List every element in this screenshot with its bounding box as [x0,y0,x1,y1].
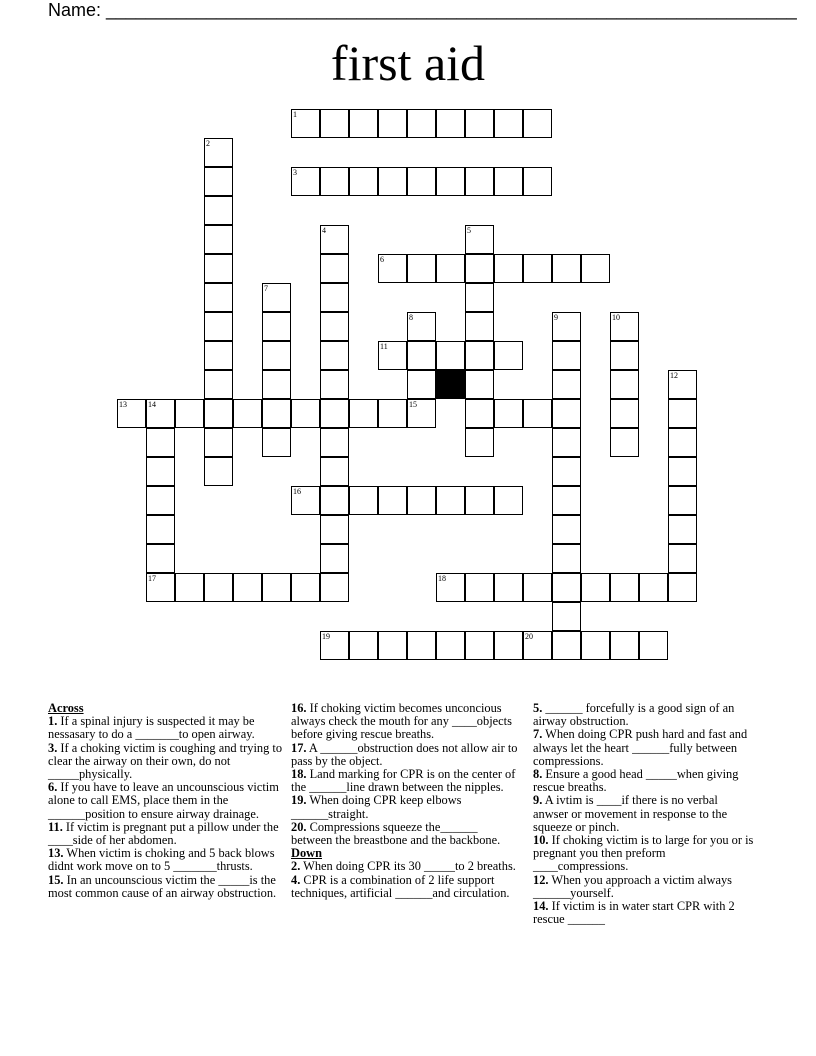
grid-cell[interactable] [436,573,465,602]
grid-cell[interactable] [378,399,407,428]
clue-number: 9 [554,313,558,322]
clue-number: 19 [322,632,330,641]
grid-cell[interactable] [146,457,175,486]
clue-item [533,728,755,768]
clue-item-text: If choking victim is to large for you or is pregnant you then preform ____compressions. [533,833,754,874]
grid-cell[interactable] [378,254,407,283]
clue-item-number: 16. [291,701,307,715]
grid-cell[interactable] [465,399,494,428]
grid-cell[interactable] [320,254,349,283]
grid-cell[interactable] [465,225,494,254]
grid-cell[interactable] [378,631,407,660]
grid-cell[interactable] [436,109,465,138]
grid-cell[interactable] [146,515,175,544]
grid-cell[interactable] [204,225,233,254]
clue-item-number: 6. [48,780,58,795]
grid-cell[interactable] [349,167,378,196]
grid-cell[interactable] [668,486,697,515]
grid-cell[interactable] [320,399,349,428]
grid-cell[interactable] [436,254,465,283]
clue-number: 17 [148,574,156,583]
grid-cell[interactable] [291,486,320,515]
grid-cell[interactable] [523,109,552,138]
clue-number: 13 [119,400,127,409]
grid-cell[interactable] [204,167,233,196]
grid-cell[interactable] [552,312,581,341]
clue-number: 6 [380,255,384,264]
grid-cell[interactable] [581,631,610,660]
clue-item-number: 19. [291,793,307,808]
grid-cell[interactable] [465,370,494,399]
grid-cell[interactable] [668,515,697,544]
grid-cell[interactable] [610,573,639,602]
clue-item-number: 9. [533,793,543,808]
grid-cell[interactable] [407,109,436,138]
grid-cell[interactable] [204,341,233,370]
grid-cell[interactable] [320,573,349,602]
grid-cell[interactable] [320,631,349,660]
grid-cell[interactable] [320,283,349,312]
clue-item-number: 8. [533,767,543,782]
clue-item [533,768,755,794]
grid-cell[interactable] [146,573,175,602]
grid-cell[interactable] [552,457,581,486]
grid-cell[interactable] [320,457,349,486]
clue-number: 18 [438,574,446,583]
clue-number: 11 [380,342,388,351]
grid-cell[interactable] [320,341,349,370]
grid-cell[interactable] [204,457,233,486]
grid-cell[interactable] [494,341,523,370]
grid-cell[interactable] [668,457,697,486]
grid-cell[interactable] [610,341,639,370]
grid-cell[interactable] [552,573,581,602]
grid-cell[interactable] [465,254,494,283]
grid-cell[interactable] [465,573,494,602]
clues-column-3 [533,702,755,926]
clue-item-text: A ______obstruction does not allow air to pass by the object. [291,740,518,768]
grid-cell[interactable] [494,399,523,428]
grid-cell[interactable] [146,486,175,515]
clue-item-number: 3. [48,740,58,755]
grid-cell[interactable] [407,631,436,660]
clue-item-text: In an uncounscious victim the _____is the most common cause of an airway obstruction. [48,872,277,900]
clue-item [291,794,519,820]
name-field-label: Name: _____________________________________________________________________ [48,0,797,20]
grid-cell[interactable] [552,370,581,399]
grid-cell[interactable] [552,341,581,370]
clue-item-text: When you approach a victim always ______yourself. [533,872,733,900]
clue-item-number: 5. [533,701,543,715]
clue-item [533,794,755,834]
black-cell [436,370,465,399]
grid-cell[interactable] [668,573,697,602]
grid-cell[interactable] [523,631,552,660]
clue-item-text: If choking victim becomes unconcious always check the mouth for any ____objects before giving rescue breaths. [291,701,512,742]
grid-cell[interactable] [262,312,291,341]
grid-cell[interactable] [146,399,175,428]
grid-cell[interactable] [320,109,349,138]
grid-cell[interactable] [523,399,552,428]
grid-cell[interactable] [407,399,436,428]
grid-cell[interactable] [349,109,378,138]
clue-item-number: 1. [48,714,58,729]
grid-cell[interactable] [204,312,233,341]
clue-item-text: When doing CPR keep elbows ______straight. [291,793,462,821]
grid-cell[interactable] [262,341,291,370]
grid-cell[interactable] [233,573,262,602]
clue-item-number: 20. [291,819,307,834]
grid-cell[interactable] [494,254,523,283]
grid-cell[interactable] [465,109,494,138]
grid-cell[interactable] [494,631,523,660]
grid-cell[interactable] [378,109,407,138]
grid-cell[interactable] [349,486,378,515]
grid-cell[interactable] [204,283,233,312]
clue-item-text: CPR is a combination of 2 life support techniques, artificial ______and circulation. [291,872,510,900]
grid-cell[interactable] [291,399,320,428]
grid-cell[interactable] [320,544,349,573]
grid-cell[interactable] [407,486,436,515]
clue-item-number: 14. [533,899,549,914]
grid-cell[interactable] [233,399,262,428]
grid-cell[interactable] [552,486,581,515]
grid-cell[interactable] [494,573,523,602]
grid-cell[interactable] [262,428,291,457]
clue-number: 14 [148,400,156,409]
grid-cell[interactable] [407,370,436,399]
clue-item-text: When victim is choking and 5 back blows didnt work move on to 5 _______thrusts. [48,846,275,874]
grid-cell[interactable] [204,254,233,283]
grid-cell[interactable] [465,631,494,660]
clue-item-number: 13. [48,846,64,861]
grid-cell[interactable] [668,399,697,428]
grid-cell[interactable] [523,573,552,602]
grid-cell[interactable] [552,428,581,457]
clue-item-number: 12. [533,872,549,887]
grid-cell[interactable] [639,573,668,602]
grid-cell[interactable] [610,370,639,399]
grid-cell[interactable] [349,631,378,660]
grid-cell[interactable] [204,573,233,602]
grid-cell[interactable] [146,428,175,457]
grid-cell[interactable] [465,341,494,370]
clue-item-text: A ivtim is ____if there is no verbal anwser or movement in response to the squeeze or pinch. [533,793,728,834]
grid-cell[interactable] [291,573,320,602]
grid-cell[interactable] [610,428,639,457]
clue-number: 5 [467,226,471,235]
clue-item-text: Ensure a good head _____when giving rescue breaths. [533,767,739,795]
clue-item [291,742,519,768]
clue-item-text: If victim is pregnant put a pillow under the ____side of her abdomen. [48,819,279,848]
grid-cell[interactable] [320,486,349,515]
clue-item-number: 4. [291,872,301,887]
clue-number: 3 [293,168,297,177]
grid-cell[interactable] [552,399,581,428]
grid-cell[interactable] [320,370,349,399]
clue-item-text: If you have to leave an uncounscious victim alone to call EMS, place them in the ______position to ensure airway drainage. [48,780,279,821]
grid-cell[interactable] [668,370,697,399]
clue-item [48,821,284,847]
grid-cell[interactable] [291,167,320,196]
grid-cell[interactable] [523,167,552,196]
grid-cell[interactable] [320,428,349,457]
clue-item [533,834,755,874]
grid-cell[interactable] [465,312,494,341]
grid-cell[interactable] [407,254,436,283]
grid-cell[interactable] [465,167,494,196]
grid-cell[interactable] [175,399,204,428]
clue-item [291,768,519,794]
grid-cell[interactable] [175,573,204,602]
grid-cell[interactable] [262,573,291,602]
clue-item-text: If a choking victim is coughing and trying to clear the airway on their own, do not _____physically. [48,740,283,782]
clue-item [48,874,284,900]
grid-cell[interactable] [204,399,233,428]
grid-cell[interactable] [523,254,552,283]
clue-item-text: Land marking for CPR is on the center of the ______line drawn between the nipples. [291,767,516,795]
clue-number: 2 [206,139,210,148]
clue-item [48,715,284,741]
grid-cell[interactable] [494,486,523,515]
clue-number: 7 [264,284,268,293]
grid-cell[interactable] [436,486,465,515]
clue-item [291,702,519,742]
clue-item [48,847,284,873]
grid-cell[interactable] [465,428,494,457]
grid-cell[interactable] [204,138,233,167]
grid-cell[interactable] [436,341,465,370]
clue-header-text: Down [291,846,322,861]
clue-item-number: 7. [533,727,543,742]
clues-column-1 [48,702,284,900]
clue-number: 1 [293,110,297,119]
grid-cell[interactable] [552,254,581,283]
grid-cell[interactable] [552,602,581,631]
clue-item-number: 2. [291,859,301,874]
grid-cell[interactable] [117,399,146,428]
grid-cell[interactable] [320,225,349,254]
clue-number: 4 [322,226,326,235]
grid-cell[interactable] [552,544,581,573]
clue-number: 8 [409,313,413,322]
clue-number: 20 [525,632,533,641]
clue-item [48,781,284,821]
clue-number: 15 [409,400,417,409]
grid-cell[interactable] [610,312,639,341]
grid-cell[interactable] [204,370,233,399]
grid-cell[interactable] [407,312,436,341]
clue-header-text: Across [48,701,84,715]
puzzle-title: first aid [330,35,486,91]
clue-item [291,874,519,900]
clue-item-text: ______ forcefully is a good sign of an airway obstruction. [533,701,735,729]
clue-item-text: When doing CPR its 30 _____to 2 breaths. [300,859,516,874]
grid-cell[interactable] [378,486,407,515]
grid-cell[interactable] [407,341,436,370]
grid-cell[interactable] [436,631,465,660]
grid-cell[interactable] [262,370,291,399]
clue-item-text: If victim is in water start CPR with 2 rescue ______ [533,899,735,927]
clue-number: 10 [612,313,620,322]
grid-cell[interactable] [378,341,407,370]
clue-item-number: 15. [48,872,64,887]
grid-cell[interactable] [465,283,494,312]
grid-cell[interactable] [407,167,436,196]
grid-cell[interactable] [581,573,610,602]
clue-item-text: If a spinal injury is suspected it may be nessasary to do a _______to open airway. [48,714,255,742]
grid-cell[interactable] [262,283,291,312]
grid-cell[interactable] [436,167,465,196]
clue-item-text: When doing CPR push hard and fast and always let the heart ______fully between compressions. [533,727,748,768]
clues-column-2 [291,702,519,900]
grid-cell[interactable] [378,167,407,196]
clue-item [533,900,755,926]
clue-item [48,742,284,782]
grid-cell[interactable] [552,515,581,544]
grid-cell[interactable] [610,399,639,428]
grid-cell[interactable] [465,486,494,515]
clue-number: 12 [670,371,678,380]
clue-item [533,702,755,728]
grid-cell[interactable] [610,631,639,660]
clue-item [533,874,755,900]
grid-cell[interactable] [552,631,581,660]
grid-cell[interactable] [291,109,320,138]
clue-item-number: 18. [291,767,307,782]
grid-cell[interactable] [320,515,349,544]
clue-item-number: 11. [48,819,63,834]
clue-item [291,821,519,847]
grid-cell[interactable] [204,428,233,457]
clue-number: 16 [293,487,301,496]
grid-cell[interactable] [668,544,697,573]
grid-cell[interactable] [494,167,523,196]
clue-item-number: 17. [291,740,307,755]
grid-cell[interactable] [581,254,610,283]
grid-cell[interactable] [320,167,349,196]
grid-cell[interactable] [262,399,291,428]
grid-cell[interactable] [146,544,175,573]
grid-cell[interactable] [349,399,378,428]
grid-cell[interactable] [320,312,349,341]
grid-cell[interactable] [204,196,233,225]
clue-item-number: 10. [533,833,549,848]
grid-cell[interactable] [639,631,668,660]
clue-item-text: Compressions squeeze the______ between the breastbone and the backbone. [291,819,501,848]
grid-cell[interactable] [494,109,523,138]
grid-cell[interactable] [668,428,697,457]
